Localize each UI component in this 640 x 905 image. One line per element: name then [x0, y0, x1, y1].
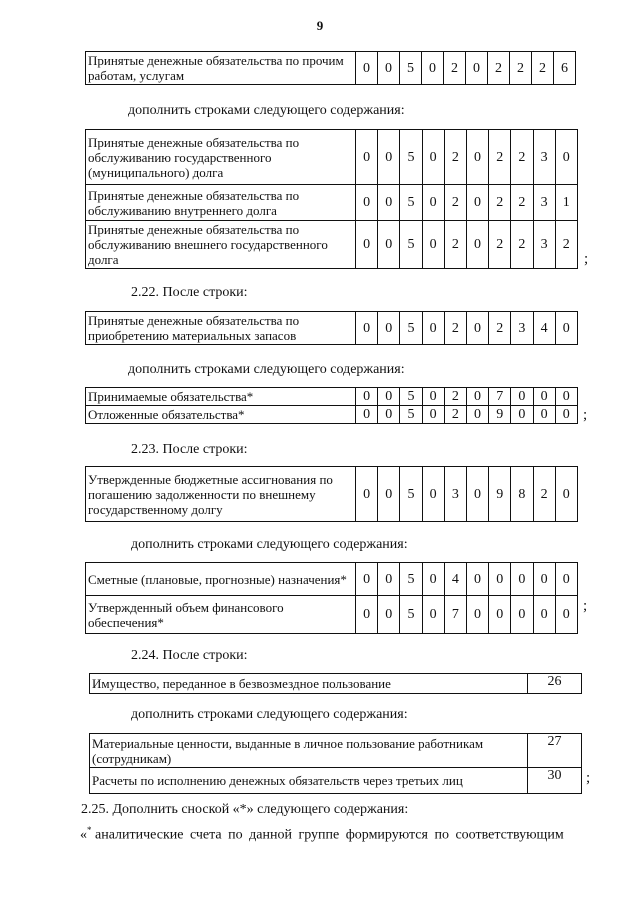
code-digit: 5 — [400, 563, 422, 596]
code-digit: 4 — [444, 563, 466, 596]
code-digit: 0 — [356, 221, 378, 269]
line-code: 27 — [528, 734, 582, 768]
code-digit: 0 — [489, 596, 511, 634]
row-label: Утвержденные бюджетные ассигнования по погашению задолженности по внешнему государственному долгу — [86, 467, 356, 522]
instruction-text: дополнить строками следующего содержания: — [128, 362, 405, 377]
section-heading: 2.24. После строки: — [131, 648, 248, 663]
code-digit: 5 — [400, 52, 422, 85]
code-digit: 3 — [511, 312, 533, 345]
footnote-text — [80, 822, 600, 844]
code-digit: 0 — [555, 406, 577, 424]
table-row — [90, 734, 582, 768]
code-digit: 7 — [489, 388, 511, 406]
code-digit: 0 — [356, 563, 378, 596]
code-digit: 0 — [555, 467, 577, 522]
code-table-8 — [89, 733, 582, 794]
code-digit: 5 — [400, 467, 422, 522]
semicolon: ; — [586, 770, 591, 786]
code-digit: 0 — [533, 406, 555, 424]
code-digit: 3 — [444, 467, 466, 522]
code-digit: 0 — [466, 185, 488, 221]
code-digit: 0 — [422, 130, 444, 185]
code-digit: 0 — [378, 596, 400, 634]
code-digit: 2 — [444, 185, 466, 221]
code-digit: 0 — [555, 130, 577, 185]
code-digit: 0 — [378, 563, 400, 596]
code-digit: 7 — [444, 596, 466, 634]
table-row — [86, 563, 578, 596]
row-label: Имущество, переданное в безвозмездное пользование — [90, 674, 528, 694]
code-digit: 0 — [356, 388, 378, 406]
code-digit: 5 — [400, 388, 422, 406]
table-row — [90, 768, 582, 794]
code-digit: 0 — [466, 467, 488, 522]
code-digit: 0 — [378, 52, 400, 85]
code-digit: 0 — [466, 406, 488, 424]
code-digit: 2 — [511, 221, 533, 269]
semicolon: ; — [583, 598, 588, 614]
code-digit: 2 — [489, 221, 511, 269]
code-digit: 3 — [533, 130, 555, 185]
code-digit: 0 — [466, 596, 488, 634]
code-digit: 0 — [555, 388, 577, 406]
code-digit: 0 — [422, 596, 444, 634]
code-digit: 9 — [489, 406, 511, 424]
table-row — [86, 406, 578, 424]
code-table-1 — [85, 51, 576, 85]
code-digit: 0 — [356, 467, 378, 522]
page-number: 9 — [316, 18, 324, 33]
table-row — [86, 130, 578, 185]
code-digit: 2 — [444, 388, 466, 406]
code-digit: 0 — [422, 52, 444, 85]
code-digit: 5 — [400, 185, 422, 221]
code-digit: 0 — [422, 312, 444, 345]
table-row — [86, 388, 578, 406]
row-label: Отложенные обязательства* — [86, 406, 356, 424]
code-digit: 4 — [533, 312, 555, 345]
row-label: Принятые денежные обязательства по приобретению материальных запасов — [86, 312, 356, 345]
open-quote: « — [80, 827, 87, 843]
code-digit: 5 — [400, 406, 422, 424]
code-digit: 0 — [466, 221, 488, 269]
code-digit: 5 — [400, 596, 422, 634]
table-row — [86, 312, 578, 345]
code-digit: 2 — [555, 221, 577, 269]
code-digit: 3 — [533, 221, 555, 269]
code-digit: 2 — [444, 130, 466, 185]
code-digit: 0 — [533, 388, 555, 406]
code-digit: 0 — [466, 52, 488, 85]
section-heading: 2.22. После строки: — [131, 285, 248, 300]
table-row — [86, 52, 576, 85]
code-digit: 0 — [378, 467, 400, 522]
code-digit: 0 — [378, 185, 400, 221]
row-label: Принимаемые обязательства* — [86, 388, 356, 406]
code-digit: 0 — [378, 312, 400, 345]
instruction-text: дополнить строками следующего содержания: — [128, 103, 405, 118]
code-digit: 9 — [489, 467, 511, 522]
code-digit: 0 — [378, 406, 400, 424]
table-row — [86, 221, 578, 269]
code-digit: 2 — [444, 221, 466, 269]
row-label: Принятые денежные обязательства по обслуживанию внутреннего долга — [86, 185, 356, 221]
code-digit: 0 — [422, 185, 444, 221]
code-digit: 0 — [356, 312, 378, 345]
semicolon: ; — [584, 251, 589, 267]
code-digit: 5 — [400, 312, 422, 345]
table-row — [86, 596, 578, 634]
line-code: 30 — [528, 768, 582, 794]
code-digit: 2 — [489, 312, 511, 345]
code-digit: 0 — [466, 388, 488, 406]
code-digit: 2 — [532, 52, 554, 85]
code-digit: 5 — [400, 130, 422, 185]
table-row — [86, 467, 578, 522]
code-digit: 0 — [422, 467, 444, 522]
code-table-7 — [89, 673, 582, 694]
code-digit: 0 — [511, 596, 533, 634]
code-digit: 6 — [554, 52, 576, 85]
code-digit: 0 — [356, 130, 378, 185]
code-digit: 2 — [510, 52, 532, 85]
code-digit: 0 — [378, 388, 400, 406]
code-digit: 0 — [422, 406, 444, 424]
row-label: Материальные ценности, выданные в личное пользование работникам (сотрудникам) — [90, 734, 528, 768]
code-digit: 2 — [489, 130, 511, 185]
code-digit: 2 — [511, 130, 533, 185]
code-digit: 0 — [489, 563, 511, 596]
code-digit: 0 — [356, 185, 378, 221]
section-heading: 2.23. После строки: — [131, 442, 248, 457]
code-digit: 0 — [356, 52, 378, 85]
code-digit: 0 — [555, 596, 577, 634]
code-digit: 0 — [533, 596, 555, 634]
code-table-2 — [85, 129, 578, 269]
code-digit: 0 — [356, 596, 378, 634]
code-digit: 0 — [511, 563, 533, 596]
code-digit: 0 — [466, 563, 488, 596]
code-digit: 0 — [466, 312, 488, 345]
row-label: Утвержденный объем финансового обеспечения* — [86, 596, 356, 634]
code-digit: 3 — [533, 185, 555, 221]
line-code: 26 — [528, 674, 582, 694]
code-table-5 — [85, 466, 578, 522]
instruction-text: дополнить строками следующего содержания: — [131, 537, 408, 552]
code-digit: 2 — [444, 52, 466, 85]
code-digit: 5 — [400, 221, 422, 269]
code-digit: 2 — [533, 467, 555, 522]
code-digit: 1 — [555, 185, 577, 221]
code-digit: 0 — [555, 563, 577, 596]
instruction-text: дополнить строками следующего содержания: — [131, 707, 408, 722]
footnote-body: аналитические счета по данной группе формируются по соответствующим — [95, 827, 564, 843]
code-digit: 2 — [511, 185, 533, 221]
code-digit: 0 — [555, 312, 577, 345]
code-digit: 8 — [511, 467, 533, 522]
row-label: Расчеты по исполнению денежных обязательств через третьих лиц — [90, 768, 528, 794]
code-digit: 0 — [533, 563, 555, 596]
code-digit: 2 — [444, 406, 466, 424]
code-table-3 — [85, 311, 578, 345]
code-table-6 — [85, 562, 578, 634]
code-digit: 0 — [422, 221, 444, 269]
code-digit: 2 — [444, 312, 466, 345]
code-digit: 0 — [511, 388, 533, 406]
code-digit: 0 — [356, 406, 378, 424]
code-digit: 0 — [378, 221, 400, 269]
code-digit: 0 — [511, 406, 533, 424]
code-digit: 0 — [466, 130, 488, 185]
row-label: Принятые денежные обязательства по обслуживанию государственного (муниципального) долга — [86, 130, 356, 185]
semicolon: ; — [583, 407, 588, 423]
code-digit: 2 — [489, 185, 511, 221]
code-table-4 — [85, 387, 578, 424]
section-heading: 2.25. Дополнить сноской «*» следующего содержания: — [81, 802, 409, 817]
table-row — [86, 185, 578, 221]
row-label: Принятые денежные обязательства по обслуживанию внешнего государственного долга — [86, 221, 356, 269]
table-row — [90, 674, 582, 694]
code-digit: 0 — [422, 388, 444, 406]
code-digit: 2 — [488, 52, 510, 85]
row-label: Принятые денежные обязательства по прочим работам, услугам — [86, 52, 356, 85]
row-label: Сметные (плановые, прогнозные) назначения* — [86, 563, 356, 596]
code-digit: 0 — [422, 563, 444, 596]
code-digit: 0 — [378, 130, 400, 185]
footnote-star: * — [87, 825, 92, 835]
